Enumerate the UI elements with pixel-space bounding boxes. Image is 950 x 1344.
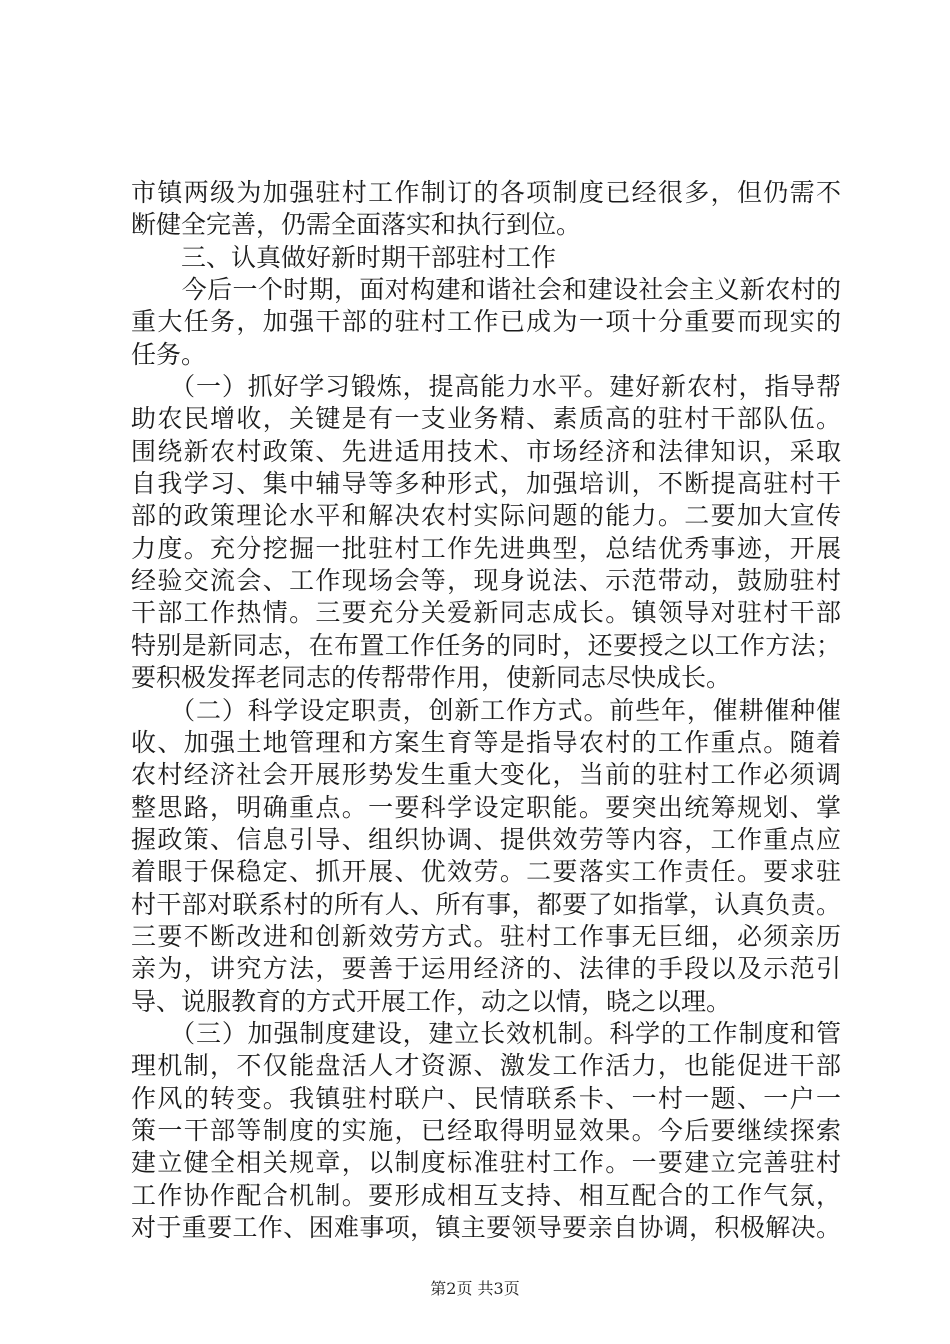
text-line: 自我学习、集中辅导等多种形式，加强培训，不断提高驻村干: [131, 469, 841, 499]
text-line: 着眼于保稳定、抓开展、优效劳。二要落实工作责任。要求驻: [131, 857, 841, 887]
text-line: 任务。: [131, 339, 207, 369]
text-line: （一）抓好学习锻炼，提高能力水平。建好新农村，指导帮: [131, 372, 841, 402]
text-line: 整思路，明确重点。一要科学设定职能。要突出统筹规划、掌: [131, 792, 841, 822]
text-line: （三）加强制度建设，建立长效机制。科学的工作制度和管: [131, 1018, 841, 1048]
text-line: 部的政策理论水平和解决农村实际问题的能力。二要加大宣传: [131, 501, 841, 531]
text-line: 农村经济社会开展形势发生重大变化，当前的驻村工作必须调: [131, 760, 841, 790]
text-line: 力度。充分挖掘一批驻村工作先进典型，总结优秀事迹，开展: [131, 533, 841, 563]
text-line: 工作协作配合机制。要形成相互支持、相互配合的工作气氛，: [131, 1180, 841, 1210]
text-line: 特别是新同志，在布置工作任务的同时，还要授之以工作方法；: [131, 630, 841, 660]
text-line: 助农民增收，关键是有一支业务精、素质高的驻村干部队伍。: [131, 404, 841, 434]
text-line: 理机制，不仅能盘活人才资源、激发工作活力，也能促进干部: [131, 1051, 841, 1081]
text-line: 导、说服教育的方式开展工作，动之以情，晓之以理。: [131, 986, 732, 1016]
page-footer: 第2页 共3页: [430, 1279, 520, 1298]
text-line: 村干部对联系村的所有人、所有事，都要了如指掌，认真负责。: [131, 889, 841, 919]
text-line: 今后一个时期，面对构建和谐社会和建设社会主义新农村的: [131, 275, 841, 305]
text-line: 市镇两级为加强驻村工作制订的各项制度已经很多，但仍需不: [131, 178, 841, 207]
text-line: 要积极发挥老同志的传帮带作用，使新同志尽快成长。: [131, 663, 732, 693]
text-line: 对于重要工作、困难事项，镇主要领导要亲自协调，积极解决。: [131, 1213, 841, 1242]
body-text: [131, 177, 841, 1244]
text-line: 经验交流会、工作现场会等，现身说法、示范带动，鼓励驻村: [131, 566, 841, 596]
text-line: 围绕新农村政策、先进适用技术、市场经济和法律知识，采取: [131, 436, 841, 466]
text-line: 重大任务，加强干部的驻村工作已成为一项十分重要而现实的: [131, 307, 841, 337]
text-line: 握政策、信息引导、组织协调、提供效劳等内容，工作重点应: [131, 824, 841, 854]
section-heading: 三、认真做好新时期干部驻村工作: [131, 242, 557, 272]
text-line: 亲为，讲究方法，要善于运用经济的、法律的手段以及示范引: [131, 954, 841, 984]
text-line: 建立健全相关规章，以制度标准驻村工作。一要建立完善驻村: [131, 1148, 841, 1178]
text-line: 干部工作热情。三要充分关爱新同志成长。镇领导对驻村干部: [131, 598, 841, 628]
text-line: 收、加强土地管理和方案生育等是指导农村的工作重点。随着: [131, 727, 841, 757]
text-line: （二）科学设定职责，创新工作方式。前些年，催耕催种催: [131, 695, 841, 725]
text-line: 策一干部等制度的实施，已经取得明显效果。今后要继续探索: [131, 1115, 841, 1145]
text-line: 三要不断改进和创新效劳方式。驻村工作事无巨细，必须亲历: [131, 921, 841, 951]
text-line: 作风的转变。我镇驻村联户、民情联系卡、一村一题、一户一: [131, 1083, 841, 1113]
text-line: 断健全完善，仍需全面落实和执行到位。: [131, 210, 582, 240]
